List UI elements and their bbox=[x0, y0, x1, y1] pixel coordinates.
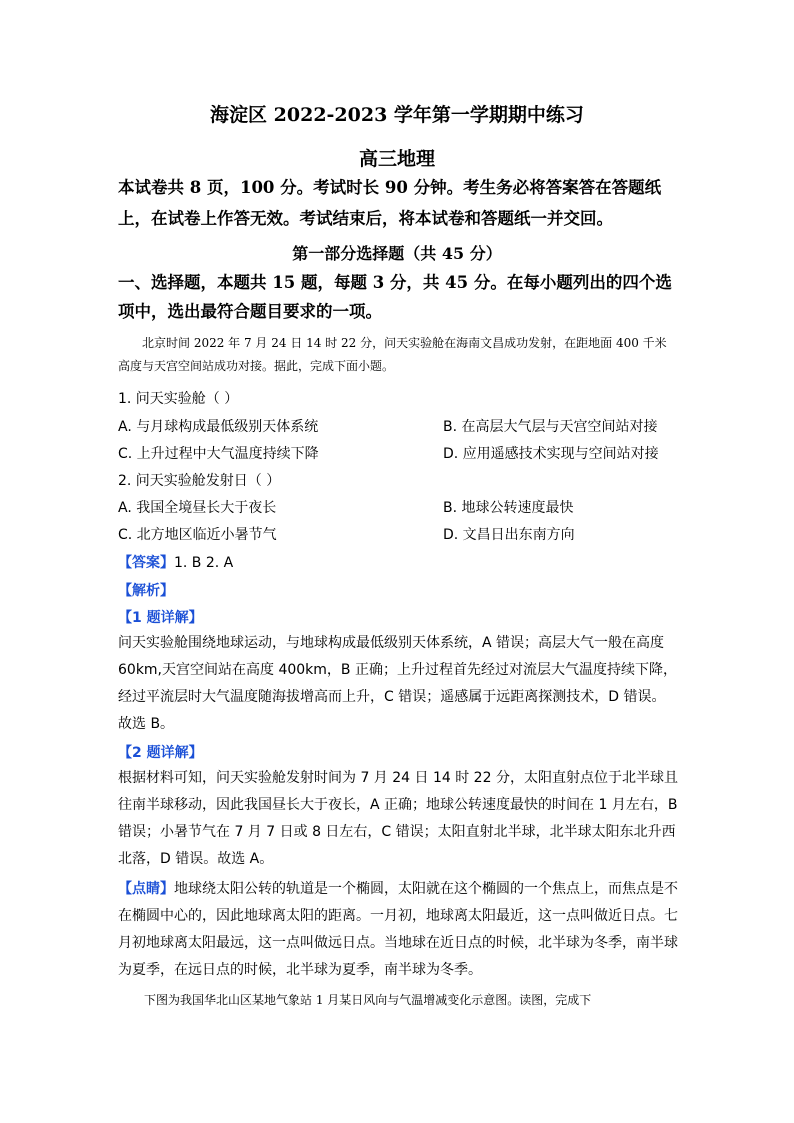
exam-instructions: 本试卷共 8 页，100 分。考试时长 90 分钟。考生务必将答案答在答题纸上，在试卷上作答无效。考试结束后，将本试卷和答题纸一并交回。 bbox=[118, 178, 662, 228]
material-text-1: 北京时间 2022 年 7 月 24 日 14 时 22 分，问天实验舱在海南文昌成功发射，在距地面 400 千米高度与天宫空间站成功对接。据此，完成下面小题。 bbox=[118, 336, 667, 373]
answer-text: 1. B 2. A bbox=[174, 555, 234, 571]
question-1-stem: 1. 问天实验舱（ ） bbox=[118, 391, 239, 407]
question-2-option-c: C. 北方地区临近小暑节气 bbox=[118, 527, 277, 543]
question-2-option-d: D. 文昌日出东南方向 bbox=[443, 527, 575, 543]
question-1-option-d: D. 应用遥感技术实现与空间站对接 bbox=[443, 446, 659, 462]
analysis-tag: 【解析】 bbox=[118, 583, 174, 599]
detail-2-heading bbox=[118, 742, 203, 762]
detail-1-heading bbox=[118, 607, 203, 627]
question-2-option-b: B. 地球公转速度最快 bbox=[443, 500, 574, 516]
section-title: 一、选择题，本题共 15 题，每题 3 分，共 45 分。在每小题列出的四个选项中，选出最符合题目要求的一项。 bbox=[118, 273, 672, 321]
question-2-stem: 2. 问天实验舱发射日（ ） bbox=[118, 473, 281, 489]
question-2-option-a: A. 我国全境昼长大于夜长 bbox=[118, 500, 277, 516]
answer-line bbox=[118, 552, 233, 572]
tip-paragraph bbox=[118, 876, 678, 984]
part-title: 第一部分选择题（共 45 分） bbox=[292, 244, 502, 263]
answer-tag: 【答案】 bbox=[118, 555, 174, 571]
question-1-option-b: B. 在高层大气层与天宫空间站对接 bbox=[443, 419, 658, 435]
material-paragraph-1 bbox=[118, 332, 678, 378]
analysis-line bbox=[118, 580, 174, 600]
exam-subtitle: 高三地理 bbox=[358, 148, 435, 170]
detail-1-text: 问天实验舱围绕地球运动，与地球构成最低级别天体系统，A 错误；高层大气一般在高度 60km,天宫空间站在高度 400km，B 正确；上升过程首先经过对流层大气温度持续下降，经过平流层时大气温度随海拔增高而上升，C 错误；遥感属于远距离探测技术，D 错误。故选 B。 bbox=[118, 635, 677, 732]
question-1-option-c: C. 上升过程中大气温度持续下降 bbox=[118, 446, 319, 462]
exam-title: 海淀区 2022-2023 学年第一学期期中练习 bbox=[210, 104, 584, 126]
detail-2-tag: 【2 题详解】 bbox=[118, 745, 203, 761]
tip-text: 地球绕太阳公转的轨道是一个椭圆，太阳就在这个椭圆的一个焦点上，而焦点是不在椭圆中心的，因此地球离太阳的距离。一月初，地球离太阳最近，这一点叫做近日点。七月初地球离太阳最远，这一点叫做远日点。当地球在近日点的时候，北半球为冬季，南半球为夏季，在远日点的时候，北半球为夏季，南半球为冬季。 bbox=[118, 881, 678, 978]
question-1-option-a: A. 与月球构成最低级别天体系统 bbox=[118, 419, 319, 435]
tip-tag: 【点睛】 bbox=[118, 881, 174, 897]
detail-2-text: 根据材料可知，问天实验舱发射时间为 7 月 24 日 14 时 22 分，太阳直射点位于北半球且往南半球移动，因此我国昼长大于夜长，A 正确；地球公转速度最快的时间在 1 月左右，B 错误；小暑节气在 7 月 7 日或 8 日左右，C 错误；太阳直射北半球，北半球太阳东北升西北落，D 错误。故选 A。 bbox=[118, 770, 678, 867]
material-text-2: 下图为我国华北山区某地气象站 1 月某日风向与气温增减变化示意图。读图，完成下 bbox=[144, 993, 592, 1007]
detail-1-tag: 【1 题详解】 bbox=[118, 610, 203, 626]
